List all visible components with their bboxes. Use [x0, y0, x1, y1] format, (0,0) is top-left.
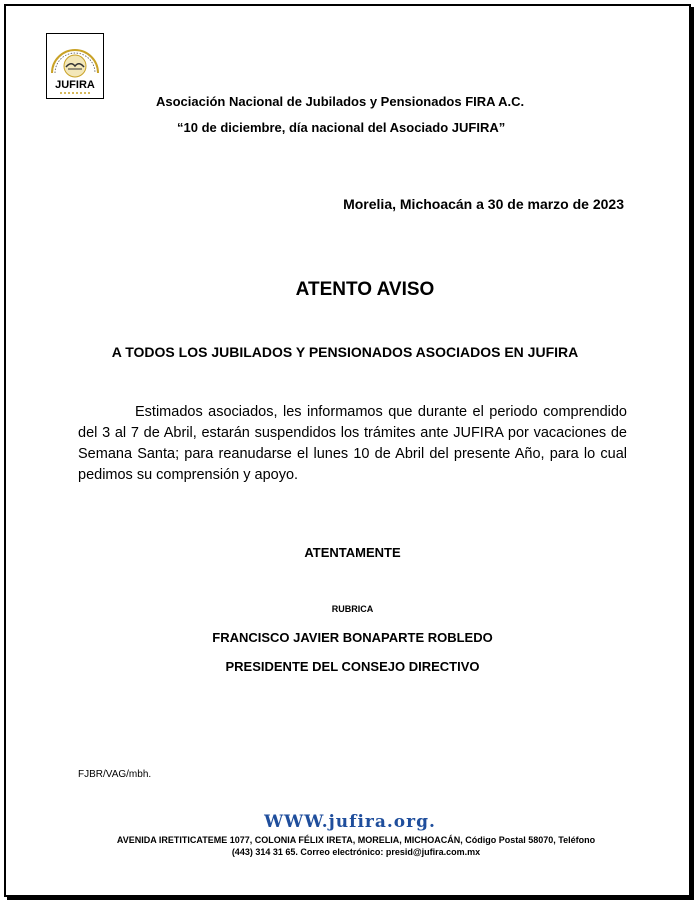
svg-text:JUFIRA: JUFIRA: [55, 79, 95, 91]
address-line-2: (443) 314 31 65. Correo electrónico: presid@jufira.com.mx: [231, 847, 481, 857]
website-link[interactable]: WWW.jufira.org.: [264, 812, 436, 832]
organization-name: Asociación Nacional de Jubilados y Pensionados FIRA A.C.: [156, 94, 525, 109]
reference-initials: FJBR/VAG/mbh.: [78, 769, 152, 780]
signer-name: FRANCISCO JAVIER BONAPARTE ROBLEDO: [212, 630, 493, 645]
rubrica: RUBRICA: [331, 604, 374, 614]
addressee: A TODOS LOS JUBILADOS Y PENSIONADOS ASOCIADOS EN JUFIRA: [111, 344, 579, 360]
place-date: Morelia, Michoacán a 30 de marzo de 2023: [343, 196, 624, 212]
notice-title: ATENTO AVISO: [295, 279, 435, 300]
address-line-1: AVENIDA IRETITICATEME 1077, COLONIA FÉLIX IRETA, MORELIA, MICHOACÁN, Código Postal 58070, Teléfono: [116, 835, 596, 845]
signer-title: PRESIDENTE DEL CONSEJO DIRECTIVO: [225, 659, 480, 674]
organization-motto: “10 de diciembre, día nacional del Asociado JUFIRA”: [177, 120, 506, 135]
closing: ATENTAMENTE: [304, 545, 401, 560]
footer-address: [82, 834, 630, 858]
notice-body: Estimados asociados, les informamos que durante el periodo comprendido del 3 al 7 de Abril, estarán suspendidos los trámites ante JUFIRA por vacaciones de Semana Santa; para reanudarse el lunes 10 de Abril del presente Año, para lo cual pedimos su comprensión y apoyo.: [78, 404, 627, 483]
jufira-logo: [46, 33, 104, 99]
